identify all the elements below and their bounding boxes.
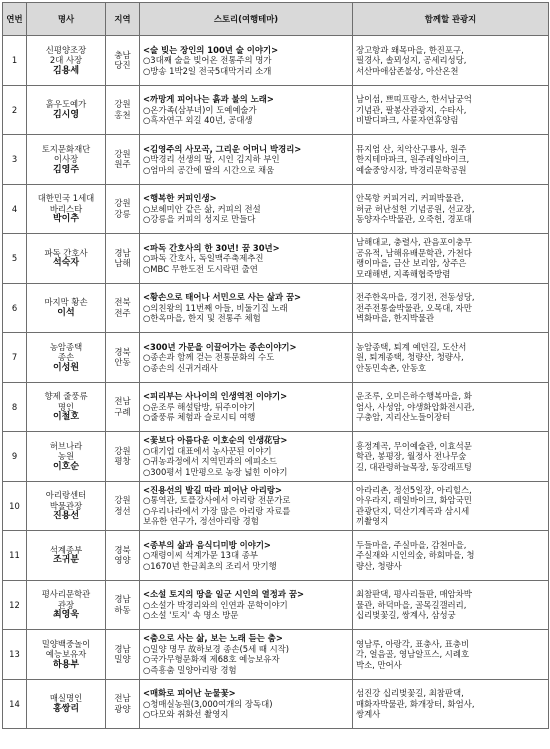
sites-line: 관광단지, 덕산기계곡과 삼시세: [356, 505, 470, 516]
story-line: ○파독 간호사, 독일맥주축제추진: [143, 253, 264, 263]
person-title: 명인: [57, 401, 75, 412]
sites-line: 원, 퇴계종택, 청량산, 청량사,: [356, 352, 464, 362]
person-name: 김시영: [52, 109, 80, 120]
sites-line: 한지테마파크, 원주레일바이크,: [356, 154, 470, 164]
header-story: 스토리(여행테마): [140, 3, 353, 36]
row-number: 13: [3, 630, 27, 680]
sites-line: 매화자박물관, 화개장터, 화엄사,: [356, 698, 475, 709]
story-cell: [140, 679, 353, 729]
sites-line: 랭이마을, 금산 보리암, 상주은: [356, 258, 467, 269]
story-title: <김영주의 사모곡, 그리운 어머니 박경리>: [143, 143, 302, 154]
story-line: ○의친왕의 11번째 아들, 비둘기집 노래: [143, 302, 288, 313]
region-cell: [106, 135, 140, 185]
region-part: 전남: [114, 396, 131, 407]
sites-line: 허균 허난설헌 기념공원, 선교장,: [356, 203, 475, 214]
story-cell: [140, 630, 353, 680]
sites-line: 전주한옥마을, 경기전, 전동성당,: [356, 292, 475, 302]
region-cell: [106, 580, 140, 630]
story-line: ○줄풍류 체험과 슬로시티 여행: [143, 412, 256, 422]
person-name: 홍쌍리: [52, 703, 80, 714]
sites-cell: [353, 36, 549, 86]
person-cell: [27, 36, 106, 86]
person-title: 농원: [57, 451, 75, 461]
story-line: ○종손과 함께 걷는 전통문화의 수도: [143, 352, 275, 362]
table-row: [3, 36, 549, 86]
person-cell: [27, 432, 106, 482]
region-part: 남해: [114, 258, 131, 269]
person-cell: [27, 382, 106, 432]
story-title: <피리부는 사나이의 인생역전 이야기>: [143, 391, 288, 401]
sites-cell: [353, 283, 549, 333]
person-title: 토지문화재단: [41, 143, 91, 154]
person-title: 이사장: [53, 154, 79, 164]
region-part: 경북: [114, 346, 131, 357]
person-title: 종손: [57, 352, 75, 362]
region-cell: [106, 85, 140, 135]
person-name: 이성원: [52, 362, 80, 373]
person-title: 허브나라: [49, 440, 83, 451]
row-number: 6: [3, 283, 27, 333]
sites-line: 필경사, 솔뫼성지, 공세리성당,: [356, 55, 467, 65]
sites-line: 박소, 만어사: [356, 659, 402, 670]
region-part: 전주: [114, 307, 131, 318]
sites-line: 주실재와 시인의숲, 하회마을, 청: [356, 550, 475, 560]
story-line: ○방송 1박2일 전국5대막거리 소개: [143, 65, 272, 76]
region-part: 경북: [114, 544, 131, 555]
story-title: <행복한 커피인생>: [143, 193, 217, 203]
story-title: <소설 토지의 땅을 일군 시인의 열정과 꿈>: [143, 589, 304, 599]
region-cell: [106, 481, 140, 531]
person-title: 매실명인: [49, 693, 83, 704]
sites-cell: [353, 481, 549, 531]
region-cell: [106, 630, 140, 680]
region-part: 강원: [114, 99, 131, 110]
row-number: 7: [3, 333, 27, 383]
sites-line: 공유적, 남해유배문학관, 가천다: [356, 247, 472, 258]
sites-line: 안목항 커피거리, 커피박물관,: [356, 193, 464, 203]
person-title: 신평양조장: [45, 44, 87, 55]
story-cell: [140, 234, 353, 284]
sites-cell: [353, 531, 549, 581]
person-title: 박물관장: [49, 500, 83, 511]
person-title: 흙우도예가: [45, 99, 87, 110]
story-line: ○강릉을 커피의 성지로 만들다: [143, 214, 256, 224]
person-title: 대한민국 1세대: [37, 193, 95, 203]
sites-line: 십리벚꽃길, 쌍계사, 삼성궁: [356, 610, 456, 620]
region-cell: [106, 283, 140, 333]
region-part: 강원: [114, 198, 131, 209]
person-name: 이호순: [52, 461, 80, 472]
tourism-table: [2, 2, 549, 729]
region-part: 당진: [114, 60, 131, 71]
row-number: 8: [3, 382, 27, 432]
sites-line: 물관, 하덕마을, 골목길갤러리,: [356, 599, 467, 610]
table-row: [3, 382, 549, 432]
row-number: 1: [3, 36, 27, 86]
person-cell: [27, 184, 106, 234]
sites-cell: [353, 85, 549, 135]
table-row: [3, 580, 549, 630]
story-cell: [140, 36, 353, 86]
table-row: [3, 679, 549, 729]
person-title: 밀양백중놀이: [41, 638, 91, 649]
table-row: [3, 630, 549, 680]
region-cell: [106, 184, 140, 234]
story-line: ○박경리 선생의 딸, 시인 김지하 부인: [143, 154, 280, 164]
person-cell: [27, 679, 106, 729]
story-title: <매화로 피어난 눈물꽃>: [143, 688, 236, 698]
story-line: ○MBC 무한도전 도시락편 출연: [143, 263, 258, 274]
sites-line: 학관, 봉평장, 월정사 전나무숲: [356, 451, 467, 461]
region-part: 안동: [114, 357, 131, 368]
story-line: ○통역관, 토플강사에서 아리랑 전문가로: [143, 495, 291, 506]
story-line: ○소설 '토지' 속 명소 방문: [143, 610, 239, 620]
table-row: [3, 333, 549, 383]
person-title: 파독 간호사: [44, 247, 88, 258]
story-line: ○우리나라에서 가장 많은 아리랑 자료를: [143, 505, 291, 516]
story-line: ○한옥마을, 한지 및 전통주 체험: [143, 313, 261, 323]
region-cell: [106, 432, 140, 482]
region-part: 밀양: [114, 654, 131, 665]
person-title: 예능보유자: [45, 649, 87, 659]
region-part: 정선: [114, 505, 131, 516]
person-name: 이석: [57, 307, 75, 318]
region-part: 구례: [114, 406, 131, 417]
story-title: <술 빚는 장인의 100년 술 이야기>: [143, 44, 279, 55]
sites-line: 각, 얼음골, 영남알프스, 시례호: [356, 649, 470, 659]
person-cell: [27, 481, 106, 531]
header-sites: 함께할 관광지: [353, 3, 549, 36]
story-cell: [140, 184, 353, 234]
region-part: 하동: [114, 604, 131, 615]
story-line: ○종손의 신귀거래사: [143, 362, 218, 373]
story-line: ○흑자연구 외길 40년, 공대생: [143, 115, 253, 125]
table-row: [3, 481, 549, 531]
story-title: <파독 간호사의 한 30년! 꿈 30년>: [143, 242, 280, 253]
person-name: 최영욱: [52, 610, 80, 620]
row-number: 3: [3, 135, 27, 185]
sites-line: 최참판댁, 평사리들판, 매암차박: [356, 589, 472, 599]
story-line: ○소설가 박경리와의 인연과 문학이야기: [143, 599, 288, 610]
person-title: 마지막 황손: [44, 297, 88, 308]
table-row: [3, 432, 549, 482]
story-cell: [140, 531, 353, 581]
table-row: [3, 135, 549, 185]
sites-line: 기념관, 팔봉산관광지, 수타사,: [356, 104, 467, 115]
region-part: 원주: [114, 159, 131, 170]
row-number: 2: [3, 85, 27, 135]
sites-line: 서산마애삼존불상, 아산온천: [356, 65, 459, 76]
person-cell: [27, 135, 106, 185]
story-cell: [140, 333, 353, 383]
person-title: 평사리문학관: [41, 589, 91, 599]
row-number: 9: [3, 432, 27, 482]
person-cell: [27, 85, 106, 135]
person-title: 향제 줄풍류: [44, 391, 88, 401]
header-region: 지역: [106, 3, 140, 36]
sites-line: 농암종택, 퇴계 예던길, 도산서: [356, 341, 467, 352]
row-number: 5: [3, 234, 27, 284]
person-title: 관장: [57, 599, 75, 610]
story-line: ○1670년 한글최초의 조리서 맛기행: [143, 560, 277, 571]
sites-line: 동양자수박물관, 오죽헌, 경포대: [356, 214, 472, 224]
region-part: 전남: [114, 693, 131, 704]
sites-line: 모래해변, 지족해협죽방렴: [356, 268, 451, 279]
table-row: [3, 531, 549, 581]
person-name: 김영주: [52, 164, 80, 175]
sites-line: 남해대교, 충렬사, 관음포이충무: [356, 237, 472, 248]
sites-line: 구충암, 지리산노들이장터: [356, 412, 451, 422]
region-part: 강릉: [114, 208, 131, 219]
sites-line: 예술중앙시장, 박경리문학공원: [356, 164, 467, 175]
region-part: 광양: [114, 703, 131, 714]
story-line: ○다모와 취화선 촬영지: [143, 709, 229, 719]
story-line: ○재령이씨 석계가문 13대 종부: [143, 550, 258, 560]
story-cell: [140, 85, 353, 135]
sites-line: 남이섬, 쁘띠프랑스, 한서남궁억: [356, 94, 472, 104]
sites-line: 아라리촌, 정선5일장, 아리힐스,: [356, 484, 472, 495]
region-part: 충남: [114, 49, 131, 60]
story-title: <까망게 피어나는 흙과 불의 노래>: [143, 94, 274, 104]
sites-line: 길, 대관령하늘목장, 동강래프팅: [356, 461, 472, 472]
sites-cell: [353, 679, 549, 729]
region-part: 평창: [114, 456, 131, 467]
person-title: 농암종택: [49, 341, 83, 352]
sites-line: 벽화마을, 한지박물관: [356, 313, 435, 323]
sites-line: 아우라지, 레일바이크, 화암국민: [356, 495, 472, 506]
sites-line: 전주전통술박물관, 오목대, 자만: [356, 302, 472, 313]
story-line: ○청매실농원(3,000여개의 장독대): [143, 698, 273, 709]
person-name: 석숙자: [52, 258, 80, 269]
region-part: 홍천: [114, 109, 131, 120]
region-part: 경남: [114, 643, 131, 654]
sites-cell: [353, 184, 549, 234]
sites-cell: [353, 630, 549, 680]
region-cell: [106, 36, 140, 86]
region-cell: [106, 382, 140, 432]
sites-cell: [353, 580, 549, 630]
person-cell: [27, 333, 106, 383]
table-row: [3, 283, 549, 333]
sites-line: 엄사, 사성암, 야생화압화전시관,: [356, 401, 475, 412]
person-title: 석계종부: [49, 544, 83, 555]
sites-line: 량산, 청량사: [356, 560, 402, 571]
person-name: 박이추: [52, 214, 80, 224]
region-cell: [106, 531, 140, 581]
story-line: ○귀농과정에서 지역민과의 에피소드: [143, 456, 277, 467]
person-cell: [27, 580, 106, 630]
story-line: ○온가족(삼부녀)이 도예예술가: [143, 104, 257, 115]
story-line: ○밀양 명무 故하보경 종손(5세 때 시작): [143, 643, 290, 654]
story-title: <꽃보다 아름다운 이호순의 인생花담>: [143, 435, 288, 446]
person-name: 김용세: [52, 65, 80, 76]
story-line: ○대기업 대표에서 농사꾼된 이야기: [143, 445, 272, 456]
sites-line: 흥정계곡, 무이예술관, 이효석문: [356, 440, 472, 451]
region-part: 강원: [114, 148, 131, 159]
sites-cell: [353, 234, 549, 284]
region-part: 강원: [114, 445, 131, 456]
person-title: 2대 사장: [49, 55, 83, 65]
person-name: 조귀분: [52, 555, 80, 566]
story-cell: [140, 283, 353, 333]
sites-line: 뮤지엄 산, 치악산구룡사, 원주: [356, 143, 467, 154]
region-part: 경남: [114, 247, 131, 258]
sites-line: 두들마을, 주실마을, 감천마을,: [356, 539, 467, 550]
row-number: 10: [3, 481, 27, 531]
sites-cell: [353, 432, 549, 482]
story-line: 보유한 연구가, 정선아리랑 경험: [143, 516, 259, 527]
story-line: ○300평서 1만평으로 농장 넓힌 이야기: [143, 466, 288, 477]
person-cell: [27, 531, 106, 581]
story-title: <300년 가문을 이끌어가는 종손이야기>: [143, 341, 297, 352]
region-cell: [106, 234, 140, 284]
person-name: 이철호: [52, 412, 80, 422]
person-title: 아리랑센터: [45, 490, 87, 500]
row-number: 4: [3, 184, 27, 234]
row-number: 14: [3, 679, 27, 729]
sites-line: 영남루, 아랑각, 표충사, 표충비: [356, 638, 470, 649]
region-part: 경남: [114, 594, 131, 605]
row-number: 12: [3, 580, 27, 630]
table-row: [3, 85, 549, 135]
table-row: [3, 184, 549, 234]
sites-line: 운조루, 오미은하수행복마을, 화: [356, 391, 472, 401]
sites-line: 장고항과 왜목마을, 한진포구,: [356, 44, 464, 55]
story-cell: [140, 432, 353, 482]
sites-line: 쌍계사: [356, 709, 381, 719]
header-row: [3, 3, 549, 36]
header-no: 연번: [3, 3, 27, 36]
story-line: ○국가무형문화재 제68호 예능보유자: [143, 654, 280, 665]
story-line: ○운조루 해설탐방, 뒤주이야기: [143, 401, 256, 412]
person-cell: [27, 283, 106, 333]
sites-cell: [353, 382, 549, 432]
story-line: ○즉흥춤 밀양아리랑 경험: [143, 664, 237, 675]
table-body: [3, 36, 549, 729]
region-cell: [106, 333, 140, 383]
person-name: 진용선: [52, 511, 80, 521]
region-part: 영양: [114, 555, 131, 566]
person-title: 바리스타: [49, 203, 83, 214]
region-part: 전북: [114, 297, 131, 308]
story-title: <진용선의 발길 따라 피어난 아리랑>: [143, 484, 282, 495]
sites-cell: [353, 135, 549, 185]
story-line: ○엄마의 공간에 딸의 시간으로 채움: [143, 164, 275, 175]
story-cell: [140, 481, 353, 531]
sites-cell: [353, 333, 549, 383]
row-number: 11: [3, 531, 27, 581]
table-row: [3, 234, 549, 284]
story-title: <황손으로 태어나 서민으로 사는 삶과 꿈>: [143, 292, 302, 302]
region-part: 강원: [114, 495, 131, 506]
sites-line: 비발디파크, 사륜자연휴양림: [356, 115, 459, 125]
person-name: 하용부: [52, 659, 80, 670]
story-title: <춤으로 사는 삶, 보는 노래 듣는 춤>: [143, 633, 283, 644]
person-cell: [27, 234, 106, 284]
sites-line: 안동민속촌, 안동호: [356, 362, 427, 373]
story-title: <종부의 삶과 음식디미방 이야기>: [143, 539, 271, 550]
story-cell: [140, 580, 353, 630]
sites-line: 끼촬영지: [356, 516, 389, 527]
header-name: 명사: [27, 3, 106, 36]
region-cell: [106, 679, 140, 729]
story-cell: [140, 382, 353, 432]
person-cell: [27, 630, 106, 680]
sites-line: 섬진강 십리벚꽃길, 최참판댁,: [356, 688, 464, 698]
story-cell: [140, 135, 353, 185]
story-line: ○보헤미안 같은 삶, 커피의 전설: [143, 203, 261, 214]
story-line: ○3대째 술을 빚어온 전통주의 명가: [143, 55, 272, 65]
